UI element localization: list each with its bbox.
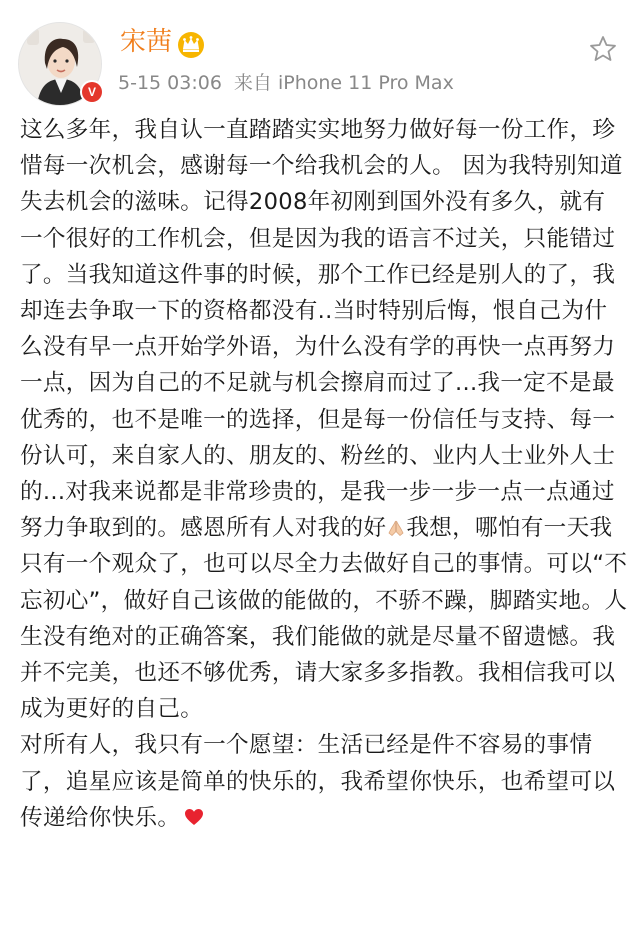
- heart-icon: [184, 808, 204, 826]
- post-paragraph-1a: 这么多年，我自认一直踏踏实实地努力做好每一份工作，珍惜每一次机会，感谢每一个给我机会的人。 因为我特别知道失去机会的滋味。记得2008年初刚到国外没有多久，就有一个很好的工作机会，但是因为我的语言不过关，只能错过了。当我知道这件事的时候，那个工作已经是别人的了，我却连去争取一下的资格都没有..当时特别后悔，恨自己为什么没有早一点开始学外语，为什么没有学的再快一点再努力一点，因为自己的不足就与机会擦肩而过了...我一定不是最优秀的，也不是唯一的选择，但是每一份信任与支持、每一份认可，来自家人的、朋友的、粉丝的、业内人士业外人士的...对我来说都是非常珍贵的，是我一步一步一点一点通过努力争取到的。感恩所有人对我的好: [20, 117, 623, 542]
- praying-hands-icon: [387, 519, 405, 537]
- post-body: [20, 112, 628, 836]
- crown-icon[interactable]: [176, 30, 206, 58]
- post-paragraph-2: [20, 727, 628, 836]
- verified-badge-letter: V: [82, 82, 102, 102]
- user-name[interactable]: 宋茜: [120, 27, 173, 57]
- post-meta: [118, 70, 466, 96]
- post-paragraph-1b: 我想，哪怕有一天我只有一个观众了，也可以尽全力去做好自己的事情。可以“不忘初心”，做好自己该做的能做的，不骄不躁，脚踏实地。人生没有绝对的正确答案，我们能做的就是尽量不留遗憾。我并不完美，也还不够优秀，请大家多多指教。我相信我可以成为更好的自己。: [20, 515, 628, 723]
- post-paragraph-2-text: 对所有人，我只有一个愿望：生活已经是件不容易的事情了，追星应该是简单的快乐的，我希望你快乐，也希望可以传递给你快乐。: [20, 732, 616, 831]
- star-icon[interactable]: [588, 34, 618, 64]
- verified-badge-icon: [80, 80, 104, 104]
- post-paragraph-1: [20, 112, 628, 727]
- post-header: [0, 0, 640, 110]
- post-source: 来自 iPhone 11 Pro Max: [233, 72, 454, 94]
- post-timestamp: 5-15 03:06: [118, 72, 222, 94]
